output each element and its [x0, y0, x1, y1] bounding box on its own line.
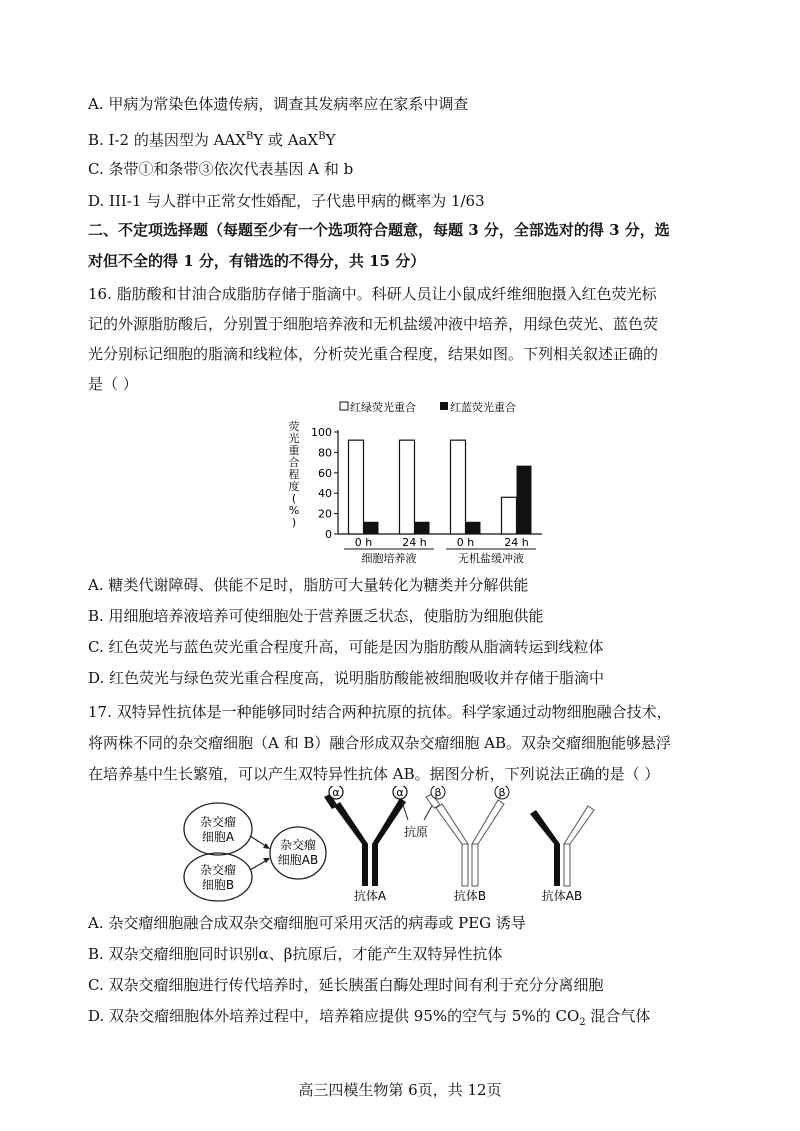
ylabel-char: 合	[288, 456, 300, 469]
bar-red-blue	[364, 522, 379, 534]
antibody-b	[426, 786, 509, 886]
cell-ab-label1: 杂交瘤	[279, 838, 317, 852]
q15-option-b-text2: Y 或 AaX	[253, 131, 319, 149]
arrow-a-head	[263, 843, 270, 849]
y-tick-label: 40	[318, 487, 332, 501]
x-tick-label: 0 h	[456, 536, 475, 549]
page-footer: 高三四模生物第 6页，共 12页	[298, 1081, 502, 1099]
alpha-label-2: α	[396, 786, 404, 799]
antigen-label: 抗原	[403, 825, 429, 839]
q15-option-b-text: B. I-2 的基因型为 AAX	[88, 131, 246, 149]
q17-stem-line3: 在培养基中生长繁殖，可以产生双特异性抗体 AB。据图分析，下列说法正确的是（ ）	[88, 765, 660, 783]
q17-option-a: A. 杂交瘤细胞融合成双杂交瘤细胞可采用灭活的病毒或 PEG 诱导	[88, 914, 526, 932]
group-label: 无机盐缓冲液	[458, 552, 524, 565]
antigen-pointer-1	[402, 802, 408, 820]
q17-option-d	[88, 1006, 650, 1033]
ylabel-char: )	[291, 516, 297, 529]
antibody-ab	[530, 806, 594, 886]
ylabel-char: 度	[288, 480, 300, 493]
bar-red-blue	[415, 522, 430, 534]
alpha-label-1: α	[332, 786, 340, 799]
ylabel-char: 荧	[288, 420, 300, 433]
q15-option-a: A. 甲病为常染色体遗传病，调查其发病率应在家系中调查	[88, 95, 469, 113]
antibody-a	[324, 786, 407, 886]
x-tick-label: 24 h	[504, 536, 529, 549]
cell-ab-label2: 细胞AB	[277, 853, 319, 867]
q17-option-b: B. 双杂交瘤细胞同时识别α、β抗原后，才能产生双特异性抗体	[88, 945, 503, 963]
y-tick-label: 80	[318, 446, 332, 460]
q16-stem-line4: 是（ ）	[88, 375, 138, 393]
legend-label-red-blue: 红蓝荧光重合	[450, 401, 516, 414]
q15-option-d: D. III-1 与人群中正常女性婚配，子代患甲病的概率为 1/63	[88, 192, 485, 210]
y-tick-label: 0	[325, 528, 332, 541]
bar-red-blue	[517, 466, 532, 534]
group-label: 细胞培养液	[361, 552, 417, 565]
x-tick-label: 24 h	[402, 536, 427, 549]
x-tick-label: 0 h	[354, 536, 373, 549]
q16-option-c: C. 红色荧光与蓝色荧光重合程度升高，可能是因为脂肪酸从脂滴转运到线粒体	[88, 638, 604, 656]
ylabel-char: (	[291, 492, 297, 505]
q17-stem-line2: 将两株不同的杂交瘤细胞（A 和 B）融合形成双杂交瘤细胞 AB。双杂交瘤细胞能够悬浮	[88, 734, 672, 752]
antibody-ab-label: 抗体AB	[541, 889, 583, 902]
q15-option-b-sup2: B	[318, 131, 326, 142]
q16-stem-line2: 记的外源脂肪酸后，分别置于细胞培养液和无机盐缓冲液中培养，用绿色荧光、蓝色荧	[88, 315, 659, 333]
q16-option-b: B. 用细胞培养液培养可使细胞处于营养匮乏状态，使脂肪为细胞供能	[88, 607, 544, 625]
antibody-a-label: 抗体A	[353, 889, 387, 902]
cell-b-label1: 杂交瘤	[199, 863, 237, 877]
ylabel-char: 程	[288, 468, 300, 481]
bar-red-green	[451, 440, 466, 534]
bar-red-green	[502, 497, 517, 534]
cell-a	[184, 803, 252, 855]
ylabel-char: 光	[288, 432, 300, 445]
legend-label-red-green: 红绿荧光重合	[350, 401, 416, 414]
y-tick-label: 100	[311, 426, 332, 439]
bar-red-blue	[466, 522, 481, 534]
q15-option-b	[88, 127, 336, 150]
y-tick-label: 60	[318, 466, 332, 480]
q15-option-b-sup: B	[245, 131, 254, 142]
q17-option-c: C. 双杂交瘤细胞进行传代培养时，延长胰蛋白酶处理时间有利于充分分离细胞	[88, 976, 604, 994]
q16-option-d: D. 红色荧光与绿色荧光重合程度高，说明脂肪酸能被细胞吸收并存储于脂滴中	[88, 669, 605, 687]
q17-option-d-text: D. 双杂交瘤细胞体外培养过程中，培养箱应提供 95%的空气与 5%的 CO	[88, 1007, 580, 1025]
cell-b	[184, 853, 252, 901]
bar-red-green	[400, 440, 415, 534]
fluorescence-chart	[280, 396, 550, 566]
cell-b-label2: 细胞B	[201, 878, 235, 892]
y-tick-label: 20	[318, 507, 332, 521]
q17-option-d-text2: 混合气体	[585, 1007, 651, 1025]
section2-heading-line2: 对但不全的得 1 分，有错选的不得分，共 15 分）	[88, 252, 426, 270]
ylabel-char: 重	[288, 444, 300, 457]
beta-label-1: β	[434, 786, 442, 799]
legend-swatch-red-blue	[440, 402, 448, 410]
q16-stem-line1: 16. 脂肪酸和甘油合成脂肪存储于脂滴中。科研人员让小鼠成纤维细胞摄入红色荧光标	[88, 285, 657, 303]
q16-option-a: A. 糖类代谢障碍、供能不足时，脂肪可大量转化为糖类并分解供能	[88, 576, 529, 594]
q15-option-c: C. 条带①和条带③依次代表基因 A 和 b	[88, 160, 354, 178]
cell-a-label2: 细胞A	[201, 830, 235, 844]
legend-swatch-red-green	[340, 402, 348, 410]
antibody-diagram	[170, 786, 630, 902]
bar-red-green	[349, 440, 364, 534]
q16-stem-line3: 光分别标记细胞的脂滴和线粒体，分析荧光重合程度，结果如图。下列相关叙述正确的	[88, 345, 659, 363]
beta-label-2: β	[498, 786, 506, 799]
cell-a-label1: 杂交瘤	[199, 815, 237, 829]
cell-ab	[270, 827, 326, 879]
q17-option-d-sub: 2	[579, 1017, 586, 1028]
ylabel-char: %	[288, 504, 300, 517]
section2-heading-line1: 二、不定项选择题（每题至少有一个选项符合题意，每题 3 分，全部选对的得 3 分，选	[88, 221, 670, 239]
antibody-b-label: 抗体B	[453, 889, 487, 902]
q15-option-b-text3: Y	[325, 131, 336, 149]
q17-stem-line1: 17. 双特异性抗体是一种能够同时结合两种抗原的抗体。科学家通过动物细胞融合技术，	[88, 703, 672, 721]
